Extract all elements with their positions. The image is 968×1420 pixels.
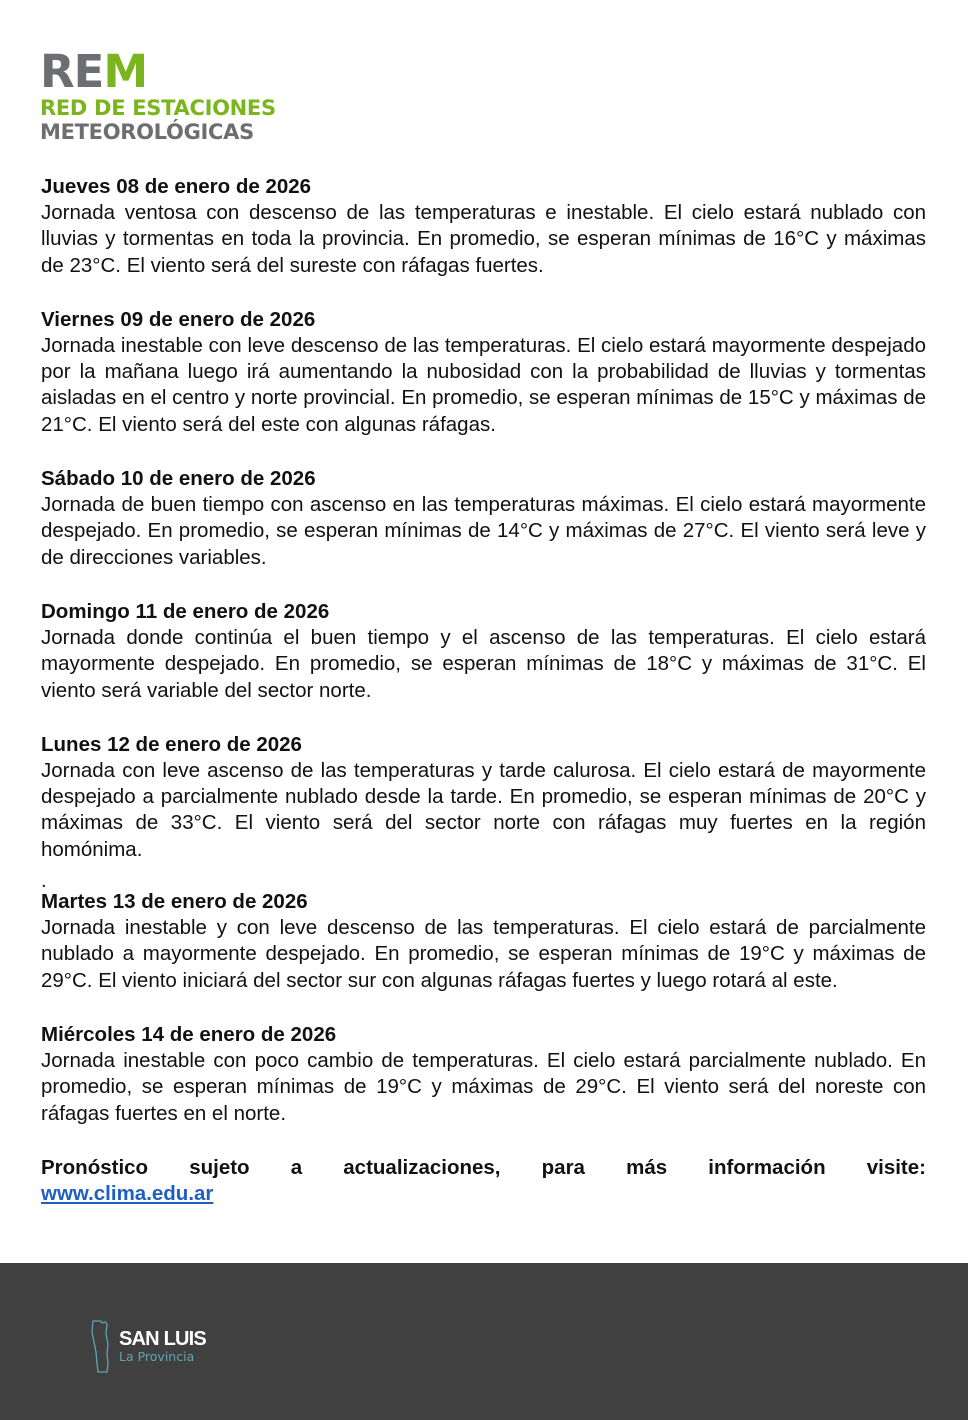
- forecast-day: [41, 466, 926, 571]
- forecast-day-title: Miércoles 14 de enero de 2026: [41, 1022, 337, 1046]
- forecast-day-title: Domingo 11 de enero de 2026: [41, 599, 330, 623]
- forecast-day: [41, 307, 926, 438]
- forecast-day: [41, 174, 926, 279]
- san-luis-map-icon: [91, 1320, 115, 1374]
- forecast-day-text: Jornada inestable con poco cambio de temperaturas. El cielo estará parcialmente nublado. En promedio, se esperan mínimas de 19°C y máximas de 29°C. El viento será del noreste con ráfagas fuertes en el norte.: [41, 1048, 926, 1125]
- forecast-day: [41, 1022, 926, 1127]
- clima-link[interactable]: www.clima.edu.ar: [41, 1182, 214, 1206]
- forecast-day: [41, 732, 926, 863]
- forecast-day: [41, 889, 926, 994]
- update-note: [41, 1155, 926, 1208]
- forecast-day-title: Sábado 10 de enero de 2026: [41, 467, 316, 491]
- san-luis-logo-text: [119, 1329, 206, 1365]
- forecast-content: [41, 174, 926, 1208]
- forecast-day-title: Jueves 08 de enero de 2026: [41, 175, 312, 198]
- forecast-day-text: Jornada con leve ascenso de las temperaturas y tarde calurosa. El cielo estará de mayormente despejado a parcialmente nublado desde la tarde. En promedio, se esperan mínimas de 20°C y máximas de 33°C. El viento será del sector norte con ráfagas muy fuertes en la región homónima.: [41, 758, 926, 861]
- rem-logo-re: RE: [40, 45, 104, 98]
- footer-bar: [0, 1263, 968, 1420]
- forecast-day-text: Jornada de buen tiempo con ascenso en las temperaturas máximas. El cielo estará mayormente despejado. En promedio, se esperan mínimas de 14°C y máximas de 27°C. El viento será leve y de direcciones variables.: [41, 493, 926, 569]
- rem-logo: [40, 45, 276, 144]
- separator-dot: .: [41, 870, 47, 893]
- forecast-day-text: Jornada inestable con leve descenso de las temperaturas. El cielo estará mayormente despejado por la mañana luego irá aumentando la nubosidad con la probabilidad de lluvias y tormentas aisladas en el centro y norte provincial. En promedio, se esperan mínimas de 15°C y máximas de 21°C. El viento será del este con algunas ráfagas.: [41, 333, 926, 436]
- san-luis-subtitle: La Provincia: [119, 1349, 195, 1364]
- update-note-text: Pronóstico sujeto a actualizaciones, para más información visite:: [41, 1155, 926, 1179]
- forecast-day: [41, 599, 926, 704]
- rem-logo-line2: METEOROLÓGICAS: [40, 120, 254, 144]
- forecast-day-text: Jornada inestable y con leve descenso de las temperaturas. El cielo estará de parcialmente nublado a mayormente despejado. En promedio, se esperan mínimas de 19°C y máximas de 29°C. El viento iniciará del sector sur con algunas ráfagas fuertes y luego rotará al este.: [41, 916, 926, 992]
- san-luis-title: SAN LUIS: [119, 1328, 206, 1350]
- san-luis-logo: [91, 1320, 206, 1374]
- rem-logo-mark: [40, 45, 276, 98]
- forecast-day-text: Jornada donde continúa el buen tiempo y el ascenso de las temperaturas. El cielo estará mayormente despejado. En promedio, se esperan mínimas de 18°C y máximas de 31°C. El viento será variable del sector norte.: [41, 625, 926, 702]
- forecast-day-title: Martes 13 de enero de 2026: [41, 890, 308, 914]
- forecast-day-title: Lunes 12 de enero de 2026: [41, 732, 302, 756]
- rem-logo-m: M: [103, 45, 148, 98]
- rem-logo-line1: RED DE ESTACIONES: [40, 96, 276, 120]
- forecast-day-text: Jornada ventosa con descenso de las temperaturas e inestable. El cielo estará nublado con lluvias y tormentas en toda la provincia. En promedio, se esperan mínimas de 16°C y máximas de 23°C. El viento será del sureste con ráfagas fuertes.: [41, 201, 926, 277]
- forecast-day-title: Viernes 09 de enero de 2026: [41, 307, 316, 331]
